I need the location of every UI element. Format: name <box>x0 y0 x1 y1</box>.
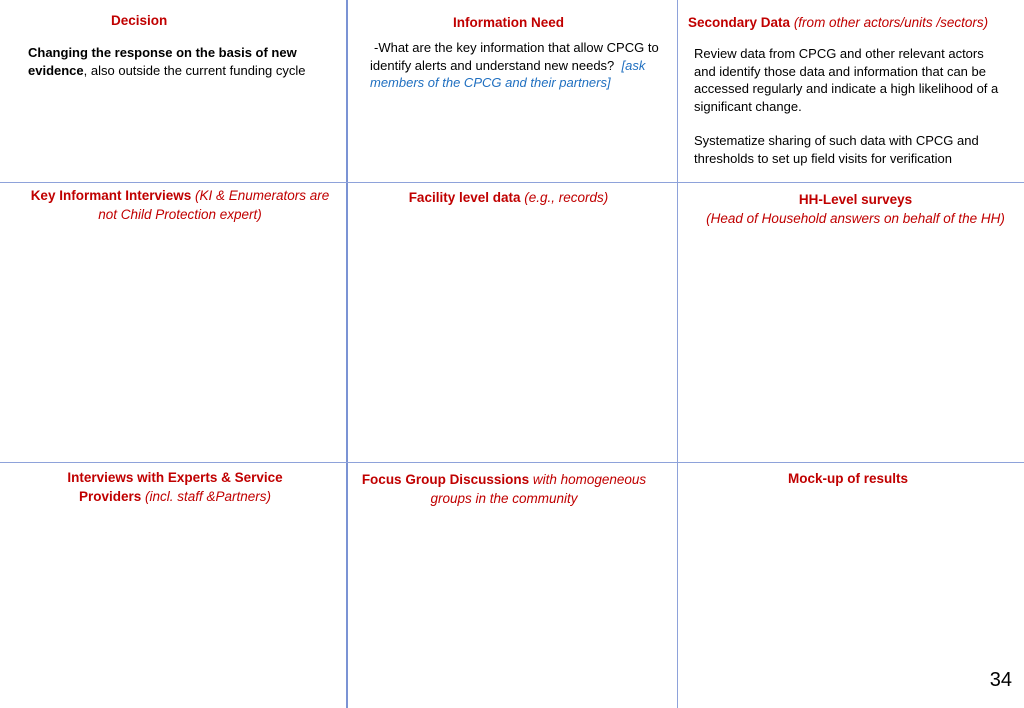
experts-interviews-title: Interviews with Experts & Service Providers <box>67 470 283 504</box>
decision-text <box>28 44 328 79</box>
information-need-cell <box>370 14 660 92</box>
page-number: 34 <box>989 669 1012 691</box>
grid-horizontal-divider-2 <box>0 462 1024 463</box>
information-need-question: -What are the key information that allow CPCG to identify alerts and understand new needs? <box>370 40 659 73</box>
hh-surveys-subtitle: (Head of Household answers on behalf of the HH) <box>706 211 1005 226</box>
mockup-title: Mock-up of results <box>787 471 908 486</box>
secondary-data-subtitle: (from other actors/units /sectors) <box>793 15 989 30</box>
information-need-note: [ask members of the CPCG and their partners] <box>370 57 646 90</box>
decision-cell <box>28 12 328 79</box>
information-need-title: Information Need <box>453 15 565 30</box>
key-informant-title: Key Informant Interviews <box>30 188 192 203</box>
key-informant-cell <box>20 186 340 224</box>
hh-surveys-title: HH-Level surveys <box>798 192 913 207</box>
information-need-text <box>370 39 660 92</box>
decision-rest-text: , also outside the current funding cycle <box>83 62 306 78</box>
secondary-data-heading <box>688 14 1018 31</box>
key-informant-subtitle: (KI & Enumerators are not Child Protection expert) <box>98 188 330 222</box>
experts-interviews-cell <box>40 468 310 506</box>
secondary-data-cell <box>688 14 1018 167</box>
hh-surveys-cell <box>688 190 1023 228</box>
focus-group-subtitle: with homogeneous groups in the community <box>430 472 647 506</box>
facility-data-title: Facility level data <box>408 190 521 205</box>
secondary-data-paragraph-2: Systematize sharing of such data with CPCG and thresholds to set up field visits for verification <box>694 133 979 166</box>
mockup-cell <box>688 470 1008 487</box>
experts-interviews-subtitle: (incl. staff &Partners) <box>145 489 272 504</box>
focus-group-title: Focus Group Discussions <box>361 472 530 487</box>
grid-horizontal-divider-1 <box>0 182 1024 183</box>
decision-title: Decision <box>111 13 168 28</box>
grid-vertical-divider-2 <box>677 0 678 708</box>
secondary-data-title: Secondary Data <box>688 15 791 30</box>
focus-group-cell <box>356 470 652 508</box>
secondary-data-paragraph-1: Review data from CPCG and other relevant actors and identify those data and information that can be accessed regularly and indicate a high likelihood of a significant change. <box>694 46 999 114</box>
grid-vertical-divider-1 <box>346 0 348 708</box>
facility-data-subtitle: (e.g., records) <box>524 190 609 205</box>
decision-bold-text: Changing the response on the basis of new evidence <box>28 45 297 78</box>
facility-data-cell <box>356 189 661 206</box>
